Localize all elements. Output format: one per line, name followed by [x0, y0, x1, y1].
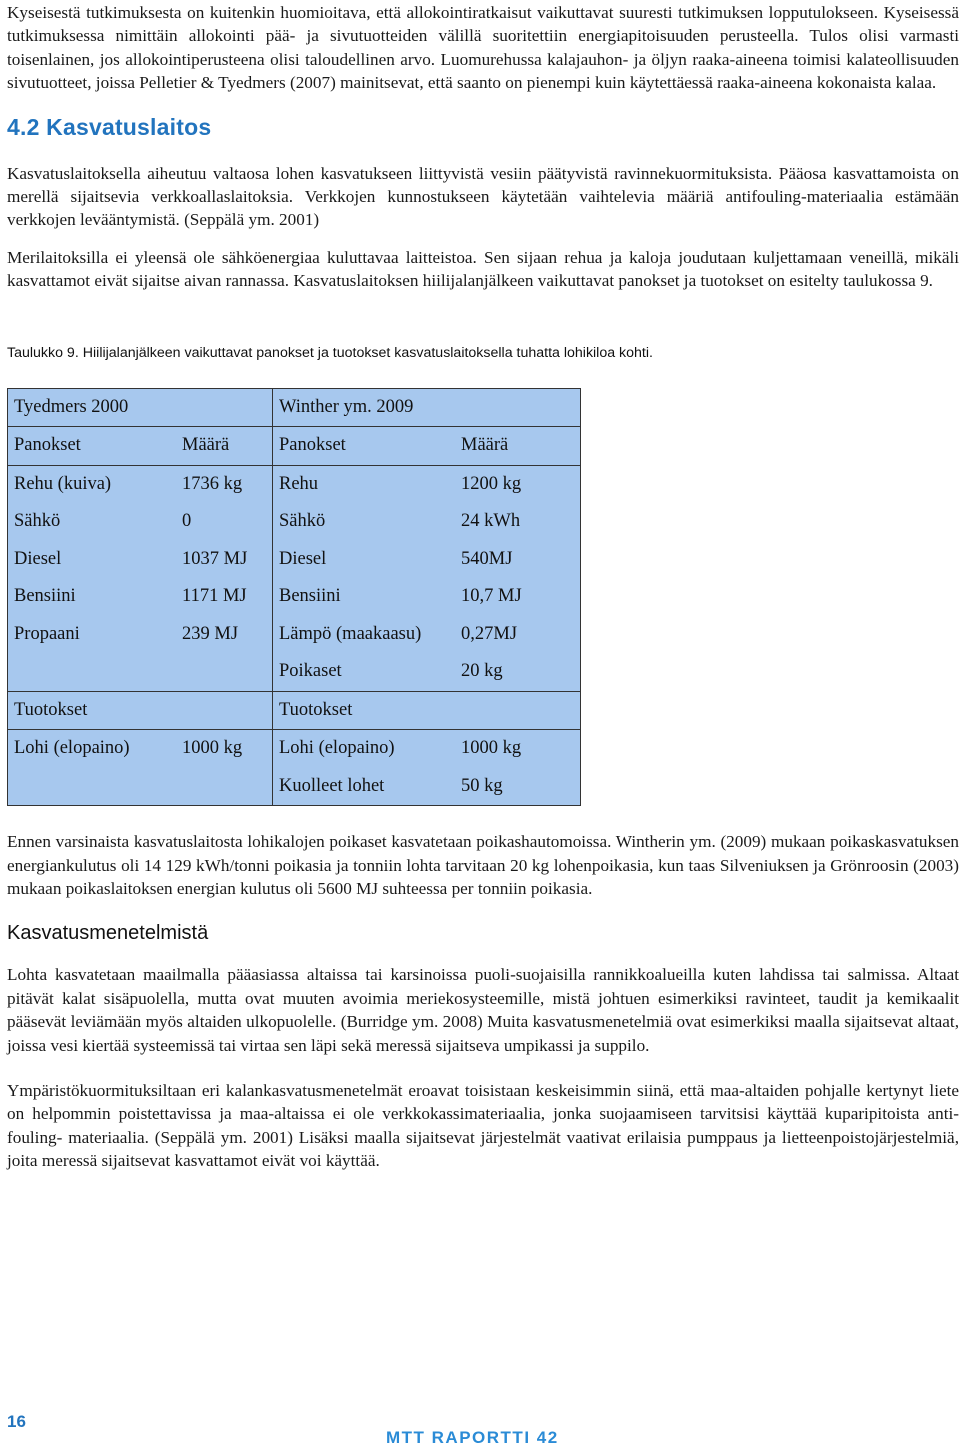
- table-cell: Lohi (elopaino): [273, 730, 456, 768]
- table-cell: 10,7 MJ: [455, 578, 581, 616]
- table-row: [8, 653, 581, 691]
- table-cell: Bensiini: [8, 578, 177, 616]
- table-cell: [176, 388, 273, 427]
- table-row: [8, 541, 581, 579]
- table-cell: 0: [176, 503, 273, 541]
- table-cell: [176, 691, 273, 730]
- table-cell: Diesel: [279, 548, 327, 569]
- paragraph-net-pens: Kasvatuslaitoksella aiheutuu valtaosa lohen kasvatukseen liittyvistä vesiin päätyvistä ravinnekuormituksista. Pääosa kasvattamoista on merellä sijaitsevia verkkoallaslaitoksia. Verkkojen kunnostukseen käytetään vaihtelevia määriä antifouling-materiaalia estämään verkkojen levääntymistä. (Seppälä ym. 2001): [7, 163, 959, 230]
- table-row: [8, 465, 581, 503]
- table-cell: Tuotokset: [8, 691, 177, 730]
- table-cell: Winther ym. 2009: [273, 388, 456, 427]
- table-cell: 540MJ: [455, 541, 581, 579]
- table-cell: 1171 MJ: [176, 578, 273, 616]
- table-cell: Määrä: [455, 427, 581, 466]
- table-caption-label: Taulukko 9.: [7, 344, 79, 361]
- report-brand: MTT RAPORTTI 42: [386, 1428, 559, 1447]
- table-cell: [455, 691, 581, 730]
- table-row: [8, 691, 581, 730]
- table-cell: [8, 653, 177, 691]
- inputs-outputs-table: [7, 388, 581, 807]
- table-cell: 1200 kg: [455, 465, 581, 503]
- table-cell: [8, 768, 177, 806]
- table-caption: [7, 345, 959, 361]
- table-row: [8, 730, 581, 768]
- table-cell: Bensiini: [279, 586, 341, 607]
- table-cell: 1037 MJ: [176, 541, 273, 579]
- table-cell: 1736 kg: [176, 465, 273, 503]
- table-cell: Diesel: [8, 541, 177, 579]
- table-cell: [176, 653, 273, 691]
- table-cell: [176, 768, 273, 806]
- table-cell: Rehu (kuiva): [8, 465, 177, 503]
- table-cell: Sähkö: [279, 511, 326, 532]
- table-cell: 50 kg: [455, 768, 581, 806]
- table-row: [8, 578, 581, 616]
- table-cell: 24 kWh: [455, 503, 581, 541]
- document-page: [7, 0, 959, 1173]
- table-cell: Määrä: [176, 427, 273, 466]
- table-row: [8, 427, 581, 466]
- paragraph-methods: Lohta kasvatetaan maailmalla pääasiassa altaissa tai karsinoissa puoli-suojaisilla rannikkoalueilla kuten lahdissa tai salmissa. Altaat pitävät kalat sisäpuolella, mutta ovat muuten avoimia meriekosysteemille, mistä johtuen esimerkiksi ravinteet, taudit ja kemikaalit pääsevät leviämään myös altaiden ulkopuolelle. (Burridge ym. 2008) Muita kasvatusmenetelmiä ovat esimerkiksi maalla sijaitsevat altaat, joissa vesi kiertää systeemissä tai virtaa sen läpi sekä meressä sijaitseva umpikassi ja suppilo.: [7, 965, 959, 1055]
- table-row: [8, 503, 581, 541]
- table-cell: Panokset: [8, 427, 177, 466]
- paragraph-environmental-loads: Ympäristökuormituksiltaan eri kalankasvatusmenetelmät eroavat toisistaan keskeisimmin siinä, että maa-altaiden pohjalle kertynyt liete on helpommin poistettavissa ja maa-altaissa ei ole verkkokassimateriaalia, jonka suojaamiseen tarvitsisi käyttää kuparipitoista anti-fouling- materiaalia. (Seppälä ym. 2001) Lisäksi maalla sijaitsevat järjestelmät vaativat erilaisia pumppaus ja lietteenpoistojärjestelmiä, joita meressä sijaitsevat kasvattamot eivät voi käyttää.: [7, 1081, 959, 1171]
- table-cell: 1000 kg: [455, 730, 581, 768]
- table-caption-text: Hiilijalanjälkeen vaikuttavat panokset ja tuotokset kasvatuslaitoksella tuhatta lohikiloa kohti.: [82, 344, 653, 361]
- table-cell: Sähkö: [8, 503, 177, 541]
- table-cell: 20 kg: [455, 653, 581, 691]
- table-row: [8, 768, 581, 806]
- table-cell: Kuolleet lohet: [273, 768, 456, 806]
- table-cell: 0,27MJ: [455, 616, 581, 654]
- table-cell: Tyedmers 2000: [8, 388, 177, 427]
- table-cell: 1000 kg: [176, 730, 273, 768]
- subheading-methods: Kasvatusmenetelmistä: [7, 922, 209, 945]
- table-cell: Panokset: [273, 427, 456, 466]
- table-cell: Lohi (elopaino): [8, 730, 177, 768]
- page-number: 16: [7, 1412, 26, 1431]
- section-number: 4.2: [7, 113, 40, 140]
- paragraph-hatcheries: Ennen varsinaista kasvatuslaitosta lohikalojen poikaset kasvatetaan poikashautomoissa. Wintherin ym. (2009) mukaan poikaskasvatuksen energiankulutus oli 14 129 kWh/tonni poikasia ja tonniin lohta tarvitaan 20 kg lohenpoikasia, kun taas Silveniuksen ja Grönroosin (2003) mukaan poikaslaitoksen energian kulutus oli 5600 MJ suhteessa per tonniin poikasia.: [7, 832, 959, 898]
- table-cell: Propaani: [8, 616, 177, 654]
- table-cell: 239 MJ: [176, 616, 273, 654]
- section-heading: [7, 114, 959, 141]
- table-cell: Rehu: [273, 465, 456, 503]
- section-title: Kasvatuslaitos: [46, 113, 212, 140]
- table-cell: Poikaset: [279, 661, 342, 682]
- table-cell: Lämpö (maakaasu): [279, 623, 422, 644]
- table-cell: [455, 388, 581, 427]
- table-cell: Tuotokset: [273, 691, 456, 730]
- paragraph-intro: Kyseisestä tutkimuksesta on kuitenkin huomioitava, että allokointiratkaisut vaikuttavat suuresti tutkimuksen lopputulokseen. Kyseisessä tutkimuksessa nimittäin allokointi pää- ja sivutuotteiden välillä suoritettiin energiapitoisuuden perusteella. Tulos olisi varmasti toisenlainen, jos allokointiperusteena olisi taloudellinen arvo. Luomurehussa kalajauhon- ja öljyn raaka-aineena toimisi kalateollisuuden sivutuotteet, joissa Pelletier & Tyedmers (2007) mainitsevat, että saanto on pienempi kuin käytettäessä raaka-aineena kokonaista kalaa.: [7, 3, 959, 93]
- paragraph-energy: Merilaitoksilla ei yleensä ole sähköenergiaa kuluttavaa laitteistoa. Sen sijaan rehua ja kaloja joudutaan kuljettamaan veneillä, mikäli kasvattamot eivät sijaitse aivan rannassa. Kasvatuslaitoksen hiilijalanjälkeen vaikuttavat panokset ja tuotokset on esitelty taulukossa 9.: [7, 247, 959, 291]
- table-row: [8, 388, 581, 427]
- table-row: [8, 616, 581, 654]
